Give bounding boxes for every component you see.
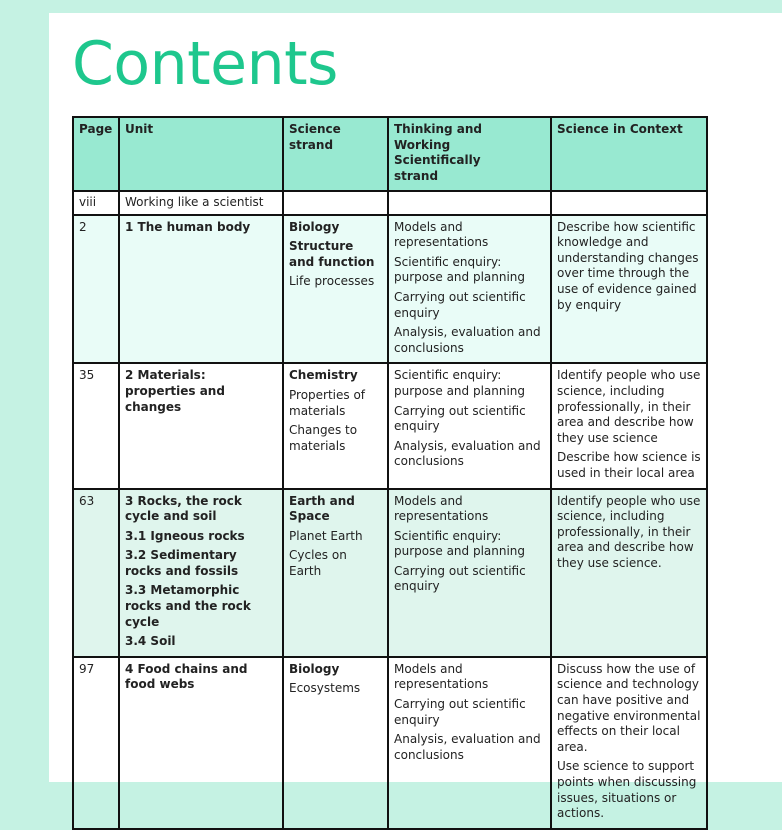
page-number: viii bbox=[73, 191, 119, 215]
strand-name: Biology bbox=[289, 219, 340, 234]
contents-table bbox=[72, 116, 708, 830]
tws-item: Models and representations bbox=[394, 219, 489, 250]
strand-topic: Properties of materials bbox=[289, 387, 366, 418]
header-unit: Unit bbox=[119, 117, 283, 191]
subunit-title: 3.2 Sedimentary rocks and fossils bbox=[125, 548, 239, 578]
tws-item: Carrying out scientific enquiry bbox=[394, 563, 526, 594]
strand-topic: Planet Earth bbox=[289, 528, 363, 543]
strand-cell bbox=[283, 363, 388, 488]
tws-item: Scientific enquiry: purpose and planning bbox=[394, 368, 526, 398]
header-page: Page bbox=[73, 117, 119, 191]
page-title: Contents bbox=[72, 29, 338, 99]
tws-item: Carrying out scientific enquiry bbox=[394, 697, 526, 727]
page-number: 2 bbox=[73, 215, 119, 364]
strand-topic: Life processes bbox=[289, 274, 375, 289]
tws-item: Scientific enquiry: purpose and planning bbox=[394, 528, 526, 559]
unit-title: 2 Materials: properties and changes bbox=[125, 368, 225, 414]
strand-topic: Structure and function bbox=[289, 239, 375, 269]
table-row bbox=[73, 191, 707, 215]
subunit-title: 3.1 Igneous rocks bbox=[125, 528, 245, 543]
strand-cell bbox=[283, 215, 388, 364]
tws-item: Carrying out scientific enquiry bbox=[394, 403, 526, 434]
header-science-in-context: Science in Context bbox=[551, 117, 707, 191]
tws-cell bbox=[388, 489, 551, 657]
page-number: 35 bbox=[73, 363, 119, 488]
context-item: Describe how scientific knowledge and understanding changes over time through the use of evidence gained by enquiry bbox=[557, 219, 699, 312]
context-cell bbox=[551, 215, 707, 364]
context-item: Describe how science is used in their local area bbox=[557, 450, 701, 480]
strand-name: Chemistry bbox=[289, 368, 358, 383]
page-number: 97 bbox=[73, 657, 119, 829]
tws-item: Scientific enquiry: purpose and planning bbox=[394, 254, 526, 285]
unit-cell bbox=[119, 657, 283, 829]
tws-item: Carrying out scientific enquiry bbox=[394, 289, 526, 320]
tws-item: Analysis, evaluation and conclusions bbox=[394, 438, 541, 469]
tws-item: Analysis, evaluation and conclusions bbox=[394, 732, 541, 762]
table-row bbox=[73, 489, 707, 657]
context-cell bbox=[551, 363, 707, 488]
tws-cell bbox=[388, 215, 551, 364]
unit-cell bbox=[119, 363, 283, 488]
subunit-title: 3.4 Soil bbox=[125, 634, 176, 649]
unit-title: 1 The human body bbox=[125, 219, 251, 234]
context-cell bbox=[551, 489, 707, 657]
header-science-strand: Science strand bbox=[283, 117, 388, 191]
tws-cell bbox=[388, 657, 551, 829]
header-tws-strand: Thinking and Working Scientifically strand bbox=[388, 117, 551, 191]
unit-cell bbox=[119, 215, 283, 364]
tws-item: Analysis, evaluation and conclusions bbox=[394, 325, 541, 355]
strand-topic: Changes to materials bbox=[289, 423, 358, 453]
unit-cell bbox=[119, 489, 283, 657]
table-row bbox=[73, 363, 707, 488]
unit-title: 3 Rocks, the rock cycle and soil bbox=[125, 493, 242, 524]
context-cell bbox=[551, 191, 707, 215]
strand-cell bbox=[283, 489, 388, 657]
page-number: 63 bbox=[73, 489, 119, 657]
context-cell bbox=[551, 657, 707, 829]
tws-cell bbox=[388, 191, 551, 215]
strand-cell bbox=[283, 191, 388, 215]
strand-name: Biology bbox=[289, 661, 340, 676]
strand-topic: Ecosystems bbox=[289, 681, 361, 696]
table-row bbox=[73, 657, 707, 829]
unit-title: 4 Food chains and food webs bbox=[125, 661, 248, 692]
tws-item: Models and representations bbox=[394, 493, 489, 524]
table-row bbox=[73, 215, 707, 364]
strand-topic: Cycles on Earth bbox=[289, 548, 347, 578]
document-page bbox=[49, 13, 782, 821]
context-item: Use science to support points when discussing issues, situations or actions. bbox=[557, 759, 697, 821]
strand-cell bbox=[283, 657, 388, 829]
context-item: Identify people who use science, including professionally, in their area and describe how they use science bbox=[557, 368, 701, 445]
context-item: Identify people who use science, including professionally, in their area and describe how they use science. bbox=[557, 493, 701, 570]
subunit-title: 3.3 Metamorphic rocks and the rock cycle bbox=[125, 583, 251, 629]
table-header-row bbox=[73, 117, 707, 191]
tws-item: Models and representations bbox=[394, 661, 489, 692]
unit-title: Working like a scientist bbox=[119, 191, 283, 215]
tws-cell bbox=[388, 363, 551, 488]
context-item: Discuss how the use of science and technology can have positive and negative environmental effects on their local area. bbox=[557, 661, 701, 754]
strand-name: Earth and Space bbox=[289, 493, 355, 524]
